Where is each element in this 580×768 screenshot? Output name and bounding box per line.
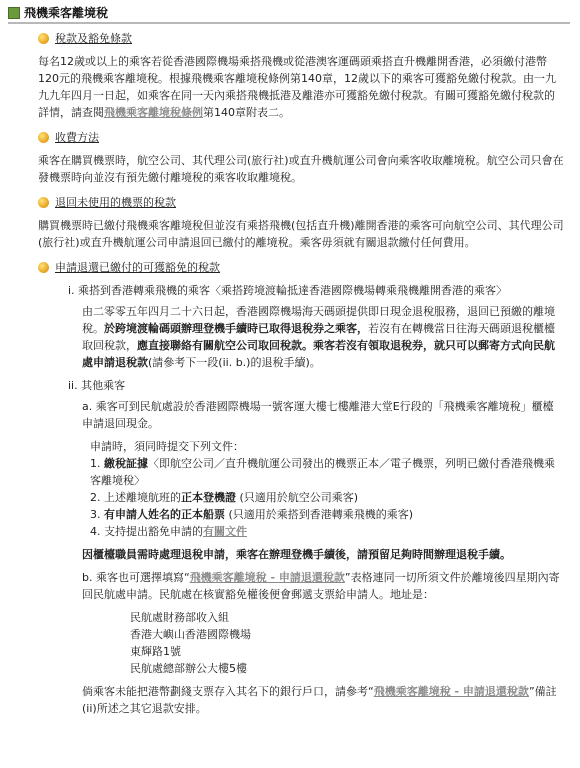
bullet-icon xyxy=(38,197,49,208)
section-heading xyxy=(38,194,572,211)
title-bar xyxy=(8,4,570,24)
section-title: 申請退還已繳付的可獲豁免的稅款 xyxy=(55,261,220,274)
refund-form-link-2[interactable]: 飛機乘客離境稅 - 申請退還稅款 xyxy=(373,685,529,698)
bullet-icon xyxy=(38,262,49,273)
paragraph-text: 若沒有在轉機當日往海天碼頭退稅櫃檯取回稅款， xyxy=(82,322,555,352)
section-heading xyxy=(38,30,572,47)
list-item: 3. 有申請人姓名的正本船票 (只適用於乘搭到香港轉乘飛機的乘客) xyxy=(90,508,414,521)
address-line: 東輝路1號 xyxy=(130,645,181,658)
address-line: 香港大嶼山香港國際機場 xyxy=(130,628,251,641)
airplane-icon xyxy=(8,7,20,19)
bullet-icon xyxy=(38,132,49,143)
paragraph: a. 乘客可到民航處設於香港國際機場一號客運大樓七樓離港大堂E行段的「飛機乘客離境稅」櫃檯申請退回現金。 xyxy=(82,400,554,430)
section-heading xyxy=(38,259,572,276)
paragraph xyxy=(82,303,564,371)
page-title: 飛機乘客離境稅 xyxy=(24,5,109,20)
bold-text: 應直接聯絡有關航空公司取回稅款。乘客若沒有領取退稅券，就只可以郵寄方式向民航處申請退稅款 xyxy=(82,339,555,369)
bold-text: 於跨境渡輪碼頭辦理登機手續時已取得退稅券之乘客， xyxy=(104,322,368,335)
paragraph-text: (請參考下一段(ii. b.)的退稅手續)。 xyxy=(148,356,321,369)
paragraph xyxy=(38,53,564,121)
list-item: 4. 支持提出豁免申請的有關文件 xyxy=(90,525,247,538)
supporting-documents-link[interactable]: 有關文件 xyxy=(203,525,247,538)
section-heading xyxy=(38,129,572,146)
list-item: 1. 繳稅証據〈即航空公司／直升機航運公司發出的機票正本／電子機票，列明已繳付香港飛機乘客離境稅〉 xyxy=(90,457,555,487)
address-block xyxy=(130,609,572,677)
refund-form-link[interactable]: 飛機乘客離境稅 - 申請退還稅款 xyxy=(189,571,345,584)
bullet-icon xyxy=(38,33,49,44)
paragraph-text: 由二零零五年四月二十六日起，香港國際機場海天碼頭提供即日現金退稅服務，退回已預繳的離境稅。 xyxy=(82,305,555,335)
paragraph-text: 每名12歲或以上的乘客若從香港國際機場乘搭飛機或從港澳客運碼頭乘搭直升機離開香港，必須繳付港幣120元的飛機乘客離境稅。根據飛機乘客離境稅條例第140章，12歲以下的乘客可獲豁免繳付稅款。由一九九九年四月一日起，如乘客在同一天內乘搭飛機抵港及離港亦可獲豁免繳付稅款。有關可獲豁免繳付稅款的詳情，請查閱 xyxy=(38,55,556,119)
section-title: 退回未使用的機票的稅款 xyxy=(55,196,176,209)
paragraph: 乘客在購買機票時，航空公司、其代理公司(旅行社)或直升機航運公司會向乘客收取離境稅。航空公司只會在發機票時向並沒有預先繳付離境稅的乘客收取離境稅。 xyxy=(38,154,564,184)
subsection-heading: ii. 其他乘客 xyxy=(68,379,126,392)
address-line: 民航處財務部收入組 xyxy=(130,611,229,624)
list-intro: 申請時，須同時提交下列文件： xyxy=(90,440,244,453)
list-item: 2. 上述離境航班的正本登機證 (只適用於航空公司乘客) xyxy=(90,491,359,504)
section-title: 稅款及豁免條款 xyxy=(55,32,132,45)
document-list xyxy=(90,438,564,540)
paragraph: 購買機票時已繳付飛機乘客離境稅但並沒有乘搭飛機(包括直升機)離開香港的乘客可向航空公司、其代理公司(旅行社)或直升機航運公司申請退回已繳付的離境稅。乘客毋須就有關退款繳付任何費用。 xyxy=(38,219,564,249)
note: 因櫃檯職員需時處理退稅申請，乘客在辦理登機手續後，請預留足夠時間辦理退稅手續。 xyxy=(82,548,511,561)
ordinance-link[interactable]: 飛機乘客離境稅條例 xyxy=(104,106,203,119)
paragraph: 倘乘客未能把港幣劃綫支票存入其名下的銀行戶口，請參考“飛機乘客離境稅 - 申請退還稅款”備註(ii)所述之其它退款安排。 xyxy=(82,685,557,715)
address-line: 民航處總部辦公大樓5樓 xyxy=(130,662,247,675)
subsection-heading: i. 乘搭到香港轉乘飛機的乘客〈乘搭跨境渡輪抵達香港國際機場轉乘飛機離開香港的乘客〉 xyxy=(68,284,508,297)
section-title: 收費方法 xyxy=(55,131,99,144)
paragraph-text-end: 第140章附表二。 xyxy=(203,106,290,119)
paragraph: b. 乘客也可選擇填寫“飛機乘客離境稅 - 申請退還稅款”表格連同一切所須文件於離境後四星期內寄回民航處申請。民航處在核實豁免權後便會郵遞支票給申請人。地址是： xyxy=(82,571,560,601)
